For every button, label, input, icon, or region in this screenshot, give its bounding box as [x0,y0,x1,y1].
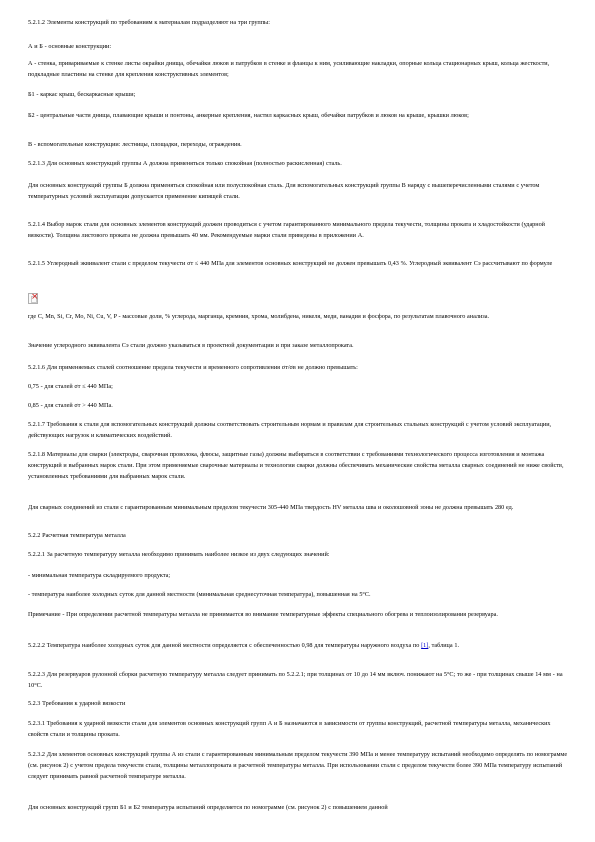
paragraph-5-2-1-2: 5.2.1.2 Элементы конструкций по требованиям к материалам подразделяют на три группы: [28,19,270,26]
reference-link-1[interactable]: [1] [421,642,429,649]
paragraph-group-v: В - вспомогательные конструкции: лестницы, площадки, переходы, ограждения. [28,141,242,148]
paragraph-hardness: Для сварных соединений из стали с гарантированным минимальным пределом текучести 305-440 МПа твердость HV металла шва и околошовной зоны не должна превышать 280 ед. [28,504,514,511]
paragraph-group-b1: Б1 - каркас крыш, бескаркасные крыши; [28,91,136,98]
paragraph-5-2-1-5: 5.2.1.5 Углеродный эквивалент стали с пределом текучести σт ≤ 440 МПа для элементов основных конструкций не должен превышать 0,43 %. Углеродный эквивалент Сэ рассчитывают по формуле [28,260,553,267]
paragraph-5-2-1-4: 5.2.1.4 Выбор марок стали для основных элементов конструкций должен проводиться с учетом гарантированного минимального предела текучести, толщины проката и хладостойкости (ударной вязкости). Толщина листового проката не должна превышать 40 мм. Рекомендуемые марки стали приведены в приложении А. [28,221,545,239]
formula-image-icon [28,293,38,304]
paragraph-5-2-2-2: 5.2.2.2 Температура наиболее холодных суток для данной местности определяется с обеспеченностью 0,98 для температуры наружного воздуха по [1], таблица 1. [28,642,459,649]
paragraph-group-b-steel: Для основных конструкций группы Б должна применяться спокойная или полуспокойная сталь. Для вспомогательных конструкций группы В наряду с вышеперечисленными сталями с учетом температурных условий эксплуатации допускается применение кипящей стали. [28,182,540,200]
paragraph-coldest-day-temp: - температура наиболее холодных суток для данной местности (минимальная среднесуточная температура), повышенная на 5°С. [28,591,371,598]
paragraph-groups-a-b: А и Б - основные конструкции: [28,43,112,50]
paragraph-formula-legend: где C, Mn, Si, Cr, Mo, Ni, Cu, V, P - массовые доли, % углерода, марганца, кремния, хрома, молибдена, никеля, меди, ванадия и фосфора, по результатам плавочного анализа. [28,313,490,320]
paragraph-5-2-1-3: 5.2.1.3 Для основных конструкций группы А должна применяться только спокойная (полностью раскисленная) сталь. [28,160,342,167]
paragraph-5-2-1-7: 5.2.1.7 Требования к стали для вспомогательных конструкций должны соответствовать строительным нормам и правилам для строительных стальных конструкций с учетом условий эксплуатации, действующих нагрузок и климатических воздействий. [28,421,552,439]
paragraph-group-b2: Б2 - центральные части днища, плавающие крыши и понтоны, анкерные крепления, настил каркасных крыш, обечайки патрубков и люков на крыше, крышки люков; [28,112,469,119]
paragraph-ratio-085: 0,85 - для сталей σт > 440 МПа. [28,402,113,409]
paragraph-groups-b1-b2: Для основных конструкций групп Б1 и Б2 температура испытаний определяется по номограмме (см. рисунок 2) с повышением данной [28,804,388,811]
paragraph-5-2-2-3: 5.2.2.3 Для резервуаров рулонной сборки расчетную температуру металла следует принимать по 5.2.2.1; при толщинах от 10 до 14 мм включ. понижают на 5°С; то же - при толщинах свыше 14 мм - на 10°С. [28,671,563,689]
paragraph-5-2-3-2: 5.2.3.2 Для элементов основных конструкций группы А из стали с гарантированным минимальным пределом текучести 390 МПа и менее температуру испытаний необходимо определять по номограмме (см. рисунок 2) с учетом предела текучести стали, толщины металлопроката и расчетной температуры металла. При использовании стали с пределом текучести более 390 МПа температуру испытаний следует принимать равной расчетной температуре металла. [28,751,568,780]
paragraph-group-a: А - стенка, привариваемые к стенке листы окрайки днища, обечайки люков и патрубков в стенке и фланцы к ним, усиливающие накладки, опорные кольца стационарных крыш, кольца жесткости, подкладные пластины на стенке для крепления конструктивных элементов; [28,60,550,78]
paragraph-5-2-2-1: 5.2.2.1 За расчетную температуру металла необходимо принимать наиболее низкое из двух следующих значений: [28,551,330,558]
paragraph-5-2-1-8: 5.2.1.8 Материалы для сварки (электроды, сварочная проволока, флюсы, защитные газы) должны выбираться в соответствии с требованиями технологического процесса изготовления и монтажа конструкций и выбранных марок стали. При этом применяемые сварочные материалы и технологии сварки должны обеспечивать механические свойства металла сварных соединений не ниже свойств, установленных требованиями для выбранных марок стали. [28,451,564,480]
paragraph-min-product-temp: - минимальная температура складируемого продукта; [28,572,171,579]
paragraph-5-2-3-1: 5.2.3.1 Требования к ударной вязкости стали для элементов основных конструкций групп А и Б назначаются в зависимости от группы конструкций, расчетной температуры металла, механических свойств стали и толщины проката. [28,720,551,738]
section-heading-5-2-2: 5.2.2 Расчетная температура металла [28,532,126,539]
paragraph-carbon-equivalent: Значение углеродного эквивалента Сэ стали должно указываться в проектной документации и при заказе металлопроката. [28,342,354,349]
section-heading-5-2-3: 5.2.3 Требования к ударной вязкости [28,700,126,707]
paragraph-ratio-075: 0,75 - для сталей σт ≤ 440 МПа; [28,383,113,390]
paragraph-5-2-1-6: 5.2.1.6 Для применяемых сталей соотношение предела текучести и временного сопротивления σт/σв не должно превышать: [28,364,358,371]
paragraph-note: Примечание - При определении расчетной температуры металла не принимается во внимание температурные эффекты специального обогрева и теплоизолирования резервуара. [28,611,498,618]
